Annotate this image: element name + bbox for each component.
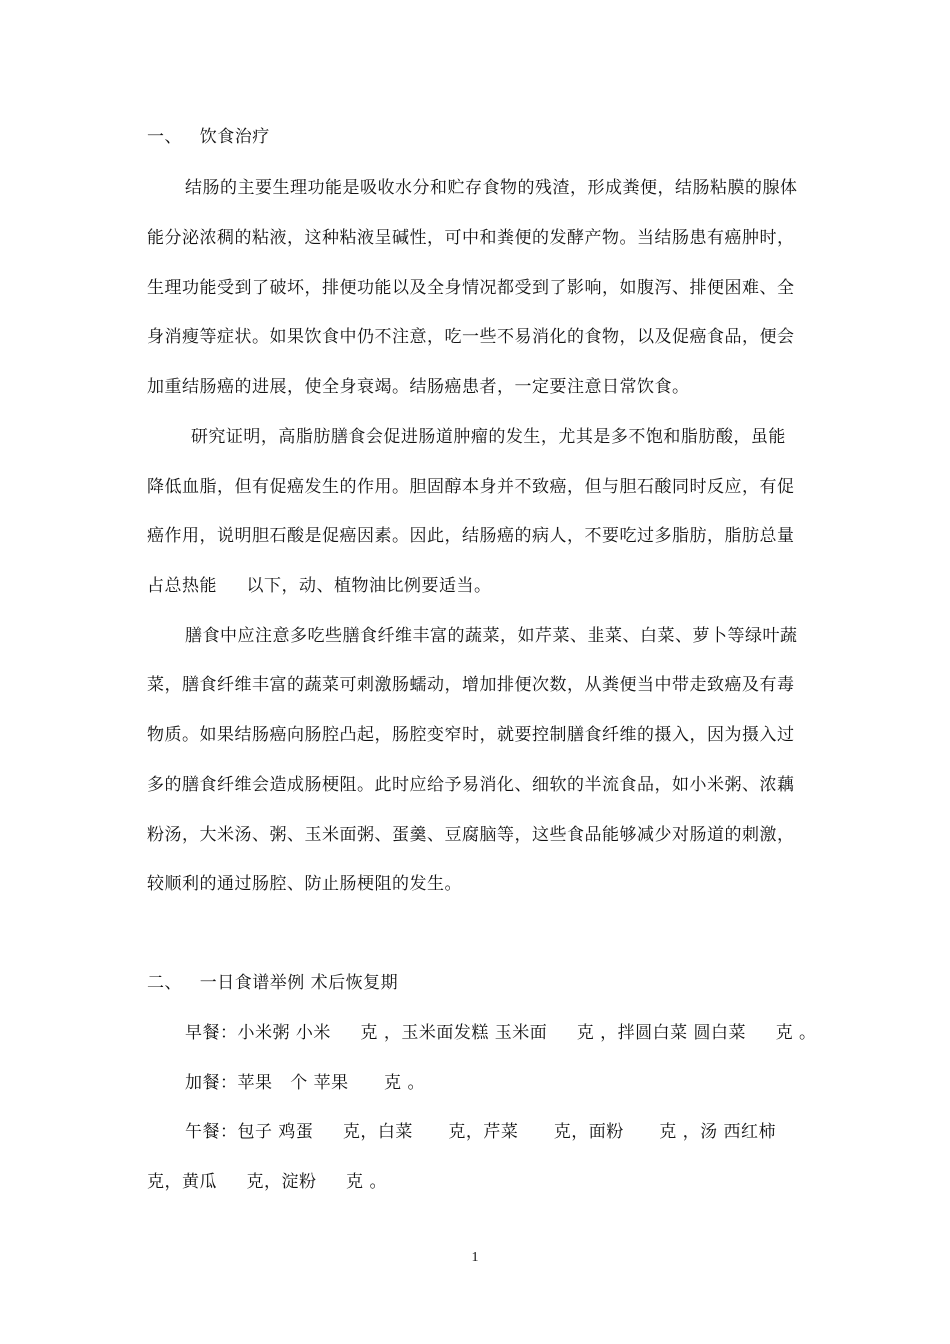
para3-line4: 多的膳食纤维会造成肠梗阻。此时应给予易消化、细软的半流食品，如小米粥、浓藕 [147,775,795,795]
para1-line2: 能分泌浓稠的粘液，这种粘液呈碱性，可中和粪便的发酵产物。当结肠患有癌肿时， [147,228,795,248]
section2-heading: 二、 一日食谱举例 术后恢复期 [147,973,399,993]
snack-line: 加餐：苹果 个 苹果 克 。 [185,1073,425,1093]
para1-line3: 生理功能受到了破坏，排便功能以及全身情况都受到了影响，如腹泻、排便困难、全 [147,278,795,298]
para1-line5: 加重结肠癌的进展，使全身衰竭。结肠癌患者，一定要注意日常饮食。 [147,377,690,397]
para2-line3: 癌作用，说明胆石酸是促癌因素。因此，结肠癌的病人，不要吃过多脂肪，脂肪总量 [147,526,795,546]
para3-line2: 菜，膳食纤维丰富的蔬菜可刺激肠蠕动，增加排便次数，从粪便当中带走致癌及有毒 [147,675,795,695]
lunch-line2: 克，黄瓜 克，淀粉 克 。 [147,1172,387,1192]
lunch-line1: 午餐：包子 鸡蛋 克，白菜 克，芹菜 克，面粉 克 ，汤 西红柿 [185,1122,776,1142]
section1-heading: 一、 饮食治疗 [147,127,270,147]
para3-line1: 膳食中应注意多吃些膳食纤维丰富的蔬菜，如芹菜、韭菜、白菜、萝卜等绿叶蔬 [185,626,798,646]
para3-line5: 粉汤，大米汤、粥、玉米面粥、蛋羹、豆腐脑等，这些食品能够减少对肠道的刺激， [147,825,795,845]
para3-line6: 较顺利的通过肠腔、防止肠梗阻的发生。 [147,874,462,894]
page-number: 1 [471,1250,479,1265]
para3-line3: 物质。如果结肠癌向肠腔凸起，肠腔变窄时，就要控制膳食纤维的摄入，因为摄入过 [147,725,795,745]
para2-line4: 占总热能 以下，动、植物油比例要适当。 [147,576,492,596]
para1-line4: 身消瘦等症状。如果饮食中仍不注意，吃一些不易消化的食物，以及促癌食品，便会 [147,327,795,347]
breakfast-line: 早餐：小米粥 小米 克 ，玉米面发糕 玉米面 克 ，拌圆白菜 圆白菜 克 。 [185,1023,817,1043]
para1-line1: 结肠的主要生理功能是吸收水分和贮存食物的残渣，形成粪便，结肠粘膜的腺体 [185,178,798,198]
para2-line1: 研究证明，高脂肪膳食会促进肠道肿瘤的发生，尤其是多不饱和脂肪酸，虽能 [185,427,786,447]
para2-line2: 降低血脂，但有促癌发生的作用。胆固醇本身并不致癌，但与胆石酸同时反应，有促 [147,477,795,497]
